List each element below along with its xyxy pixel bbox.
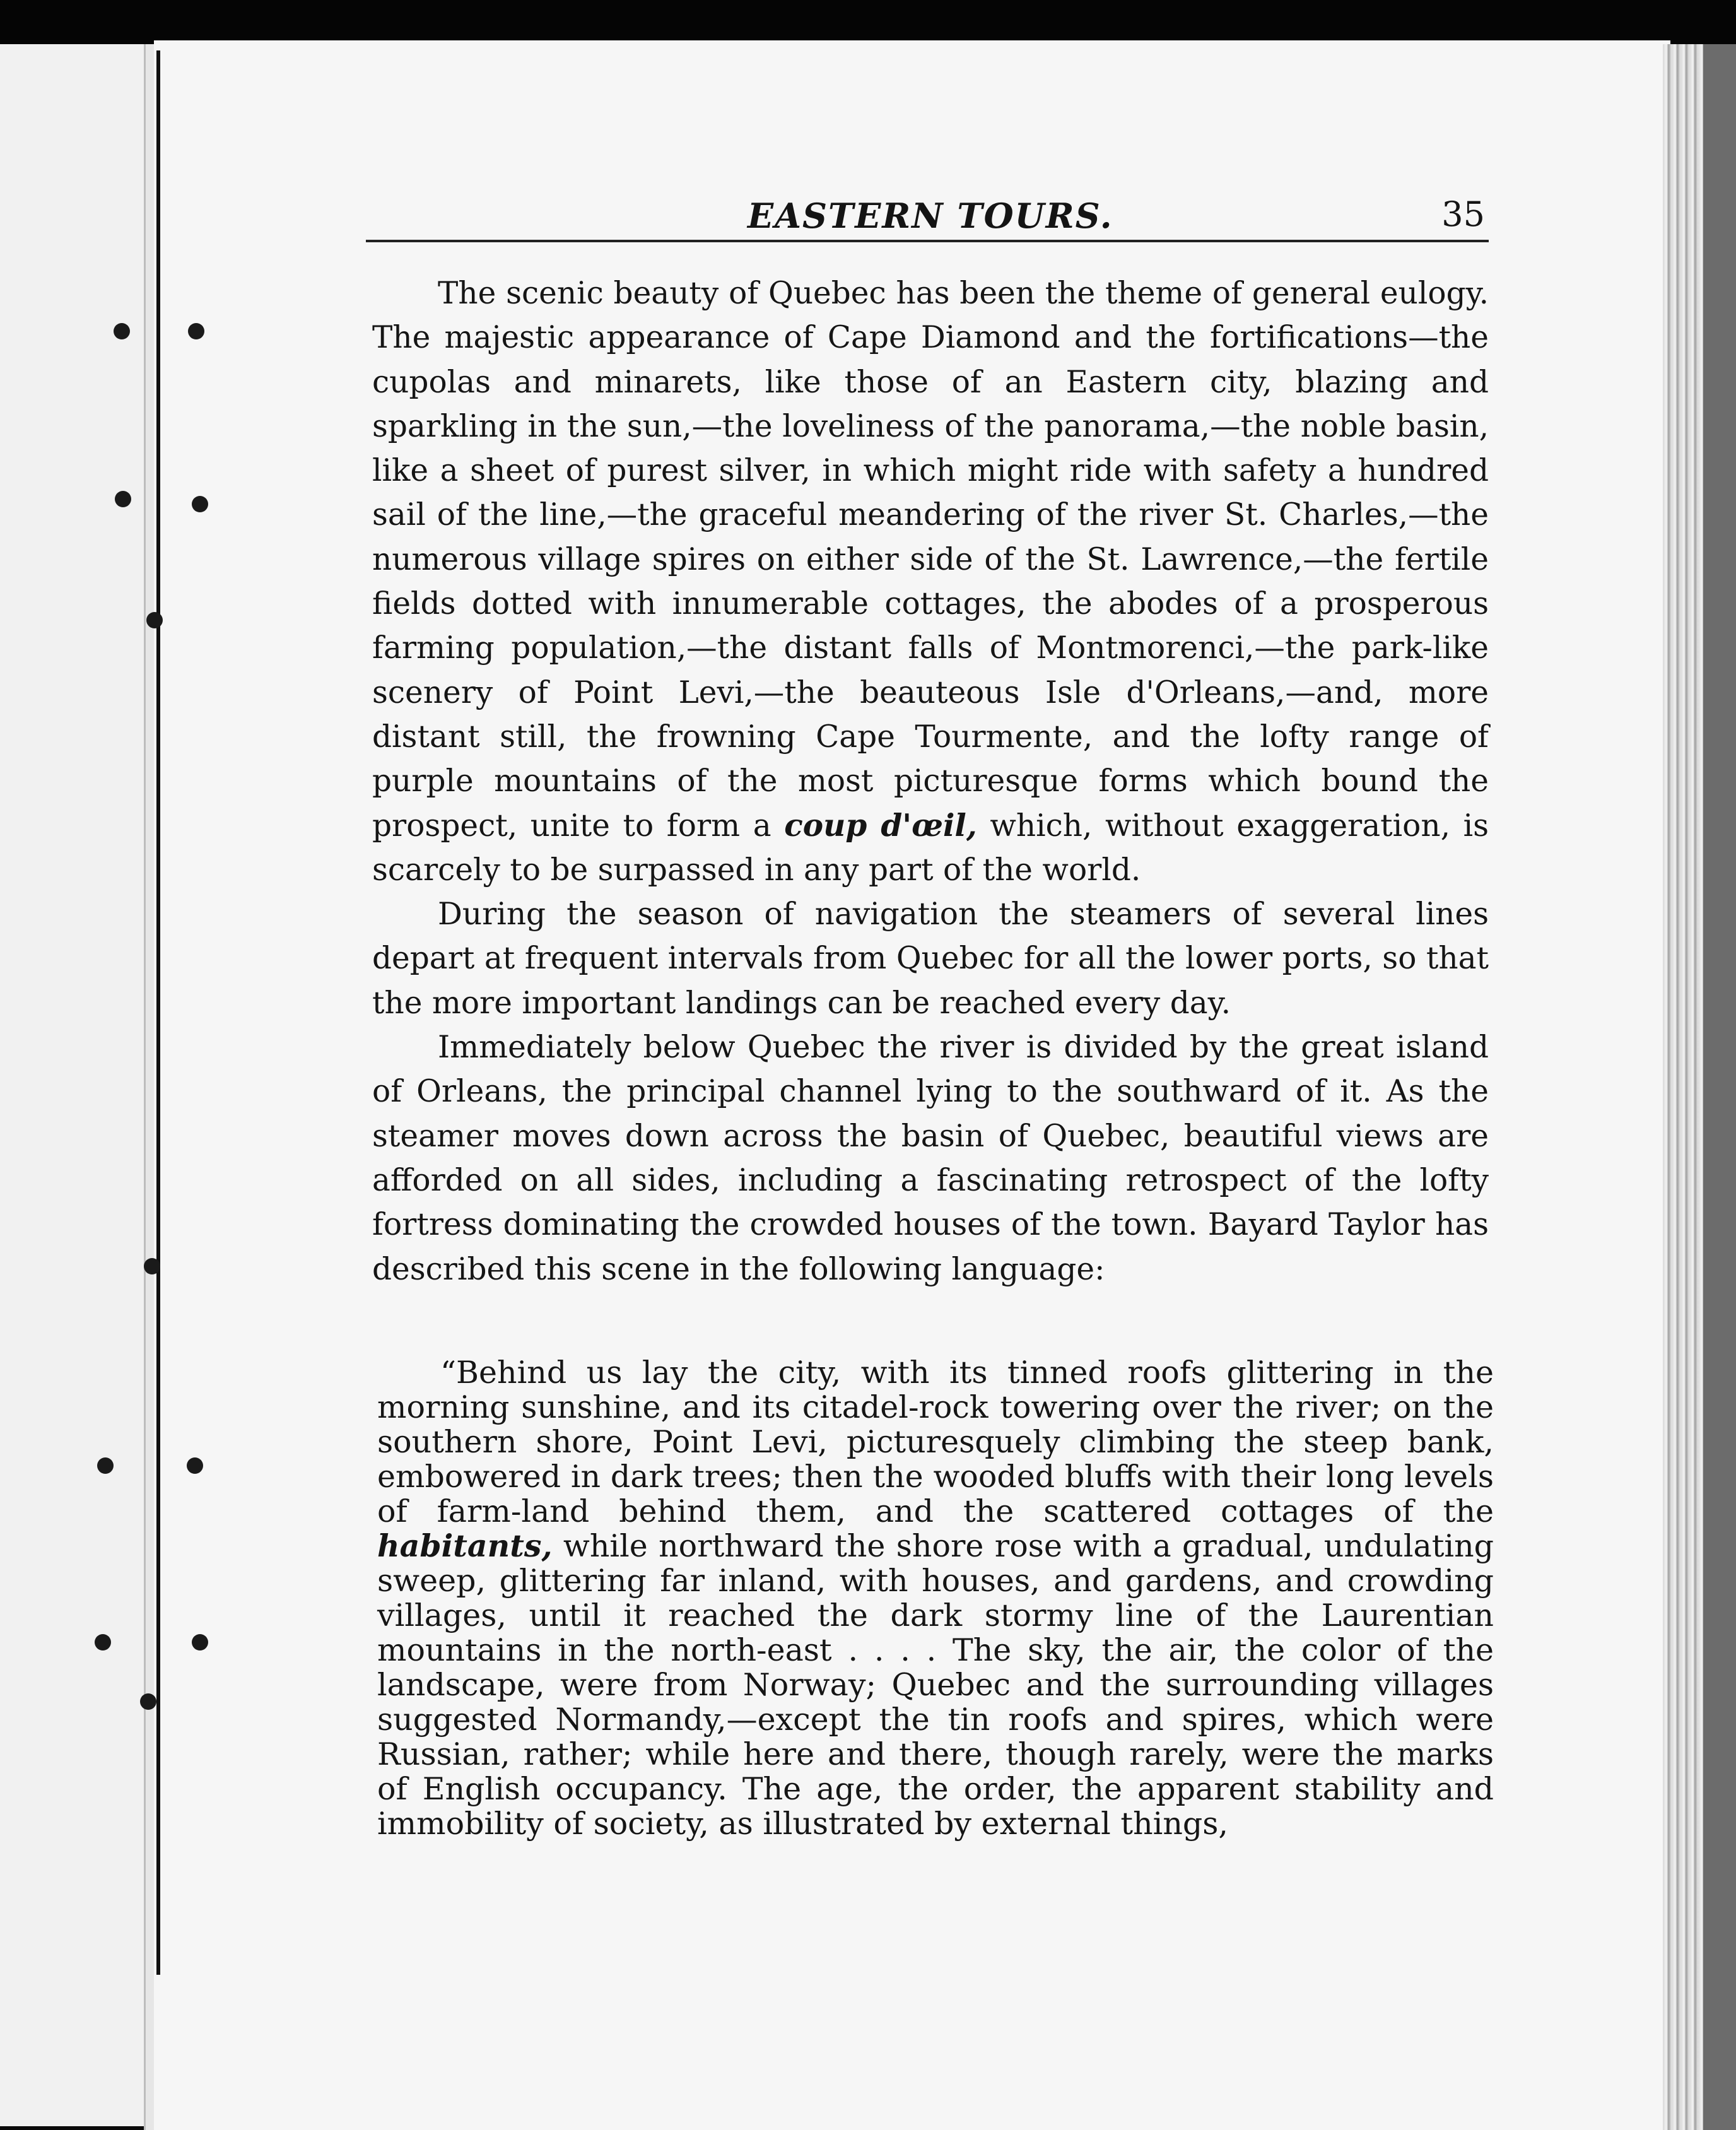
stitch-hole xyxy=(115,491,131,507)
italic-word: habitants, xyxy=(377,1527,553,1564)
facing-page-edge xyxy=(0,44,151,2126)
stitch-hole xyxy=(187,1457,203,1474)
book-cover-edge xyxy=(1703,44,1736,2130)
stitch-hole xyxy=(140,1693,156,1710)
page-header xyxy=(366,189,1489,242)
body-text xyxy=(372,271,1489,1292)
stitch-hole xyxy=(146,612,163,628)
stitch-hole xyxy=(114,323,130,339)
paragraph: During the season of navigation the steamers of several lines depart at frequent intervals from Quebec for all the lower ports, so that the more important landings can be reached every day. xyxy=(372,897,1489,1021)
stitch-hole xyxy=(192,496,208,512)
stitch-hole xyxy=(144,1258,160,1274)
quote-text: “Behind us lay the city, with its tinned roofs glittering in the morning sunshine, and its citadel-rock towering over the river; on the southern shore, Point Levi, picturesquely climbing the steep bank, embowered in dark trees; then the wooded bluffs with their long levels of farm-land behind them, and the scattered cottages of the xyxy=(377,1355,1494,1529)
paragraph-text: The scenic beauty of Quebec has been the theme of general eulogy. The majestic appearance of Cape Diamond and the fortifications—the cupolas and minarets, like those of an Eastern city, blazing and sparkling in the sun,—the loveliness of the panorama,—the noble basin, like a sheet of purest silver, in which might ride with safety a hundred sail of the line,—the graceful meandering of the river St. Charles,—the numerous village spires on either side of the St. Lawrence,—the fertile fields dotted with innumerable cottages, the abodes of a prosperous farming population,—the distant falls of Montmorenci,—the park-like scenery of Point Levi,—the beauteous Isle d'Orleans,—and, more distant still, the frowning Cape Tourmente, and the lofty range of purple mountains of the most picturesque forms which bound the prospect, unite to form a xyxy=(372,276,1489,844)
binding-thread xyxy=(156,50,160,1975)
italic-phrase: coup d'œil, xyxy=(784,807,977,844)
stitch-hole xyxy=(192,1634,208,1650)
quote-text: while northward the shore rose with a gradual, undulating sweep, glittering far inland, with houses, and gardens, and crowding villages, until it reached the dark stormy line of the Laurentian mountains in the north-east . . . . The sky, the air, the color of the landscape, were from Norway; Quebec and the surrounding villages suggested Normandy,—except the tin roofs and spires, which were Russian, rather; while here and there, though rarely, were the marks of English occupancy. The age, the order, the apparent stability and immobility of society, as illustrated by external things, xyxy=(377,1528,1494,1842)
stitch-hole xyxy=(95,1634,111,1650)
block-quote xyxy=(377,1355,1494,1841)
stitch-hole xyxy=(97,1457,114,1474)
paragraph: Immediately below Quebec the river is divided by the great island of Orleans, the principal channel lying to the southward of it. As the steamer moves down across the basin of Quebec, beautiful views are afforded on all sides, including a fascinating retrospect of the lofty fortress dominating the crowded houses of the town. Bayard Taylor has described this scene in the following language: xyxy=(372,1030,1489,1287)
paragraph xyxy=(372,271,1489,892)
paragraph-text: which, without exaggeration, is scarcely to be surpassed in any part of the world. xyxy=(372,808,1489,888)
running-head: EASTERN TOURS. xyxy=(748,196,1113,236)
quote-paragraph xyxy=(377,1355,1494,1841)
stitch-hole xyxy=(188,323,204,339)
page-number: 35 xyxy=(1441,194,1485,234)
